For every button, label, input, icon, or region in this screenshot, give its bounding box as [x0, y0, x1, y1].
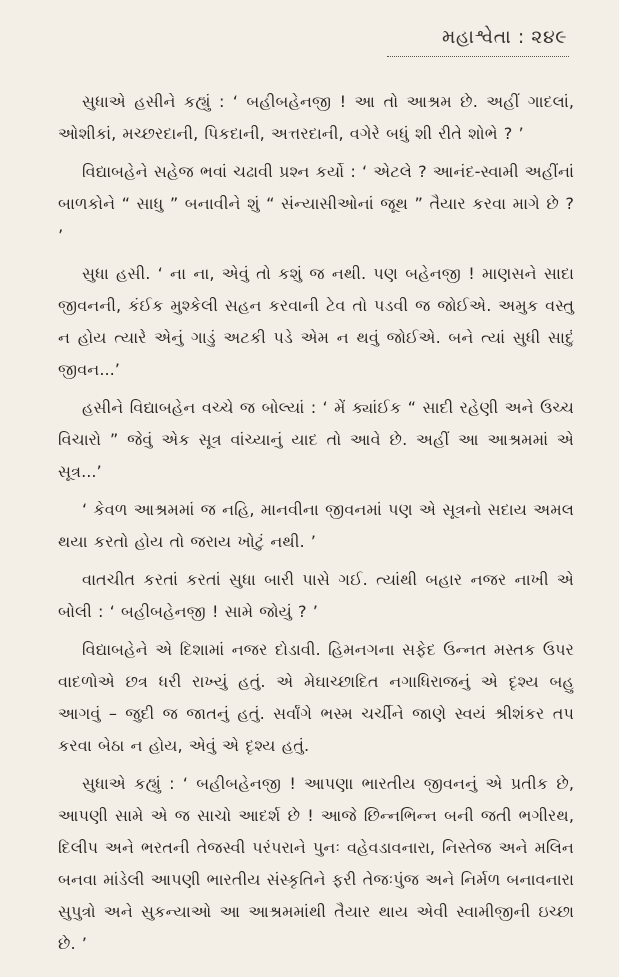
running-header: મહાશ્વેતા : ૨૪૯ [441, 26, 567, 48]
paragraph-7: વિદ્યાબહેને એ દિશામાં નજર દોડાવી. હિમનગના સફેદ ઉન્નત મસ્તક ઉપર વાદળોએ છત્ર ધરી રાખ્યું હતું. એ મેઘાચ્છાદિત નગાધિરાજનું એ દૃશ્ય બહુ આગવું – જુદી જ જાતનું હતું. સર્વાંગે ભસ્મ ચર્ચીને જાણે સ્વયં શ્રીશંકર તપ કરવા બેઠા ન હોય, એવું એ દૃશ્ય હતું. [58, 640, 574, 755]
paragraph-3: સુધા હસી. ‘ ના ના, એવું તો કશું જ નથી. પણ બહેનજી ! માણસને સાદા જીવનની, કંઈક મુશ્કેલી સહન કરવાની ટેવ તો પડવી જ જોઈએ. અમુક વસ્તુ ન હોય ત્યારે એનું ગાડું અટકી પડે એમ ન થવું જોઈએ. બને ત્યાં સુધી સાદું જીવન...’ [58, 264, 574, 379]
paragraph-5: ‘ કેવળ આશ્રમમાં જ નહિ, માનવીના જીવનમાં પણ એ સૂત્રનો સદાય અમલ થયા કરતો હોય તો જરાય ખોટું નથી. ’ [58, 500, 574, 551]
paragraph-4: હસીને વિદ્યાબહેન વચ્ચે જ બોલ્યાં : ‘ મેં ક્યાંઈક “ સાદી રહેણી અને ઉચ્ચ વિચારો ” જેવું એક સૂત્ર વાંચ્યાનું યાદ તો આવે છે. અહીં આ આશ્રમમાં એ સૂત્ર...’ [58, 398, 574, 481]
paragraph-1: સુધાએ હસીને કહ્યું : ‘ બહીબહેનજી ! આ તો આશ્રમ છે. અહીં ગાદલાં, ઓશીકાં, મચ્છરદાની, પિકદાની, અત્તરદાની, વગેરે બધું શી રીતે શોભે ? ’ [58, 92, 574, 143]
header-dotted-rule [387, 56, 569, 57]
body-text [58, 86, 574, 966]
paragraph-8: સુધાએ કહ્યું : ‘ બહીબહેનજી ! આપણા ભારતીય જીવનનું એ પ્રતીક છે, આપણી સામે એ જ સાચો આદર્શ છે ! આજે છિન્નભિન્ન બની જતી ભગીરથ, દિલીપ અને ભરતની તેજસ્વી પરંપરાને પુનઃ વહેવડાવનારા, નિસ્તેજ અને મલિન બનવા માંડેલી આપણી ભારતીય સંસ્કૃતિને ફરી તેજઃપુંજ અને નિર્મળ બનાવનારા સુપુત્રો અને સુકન્યાઓ આ આશ્રમમાંથી તૈયાર થાય એવી સ્વામીજીની ઇચ્છા છે. ’ [58, 774, 574, 953]
paragraph-2: વિદ્યાબહેને સહેજ ભવાં ચઢાવી પ્રશ્ન કર્યો : ‘ એટલે ? આનંદ-સ્વામી અહીંનાં બાળકોને “ સાધુ ” બનાવીને શું “ સંન્યાસીઓનાં જૂથ ” તૈયાર કરવા માગે છે ? ’ [58, 162, 574, 245]
paragraph-6: વાતચીત કરતાં કરતાં સુધા બારી પાસે ગઈ. ત્યાંથી બહાર નજર નાખી એ બોલી : ‘ બહીબહેનજી ! સામે જોયું ? ’ [58, 570, 575, 621]
